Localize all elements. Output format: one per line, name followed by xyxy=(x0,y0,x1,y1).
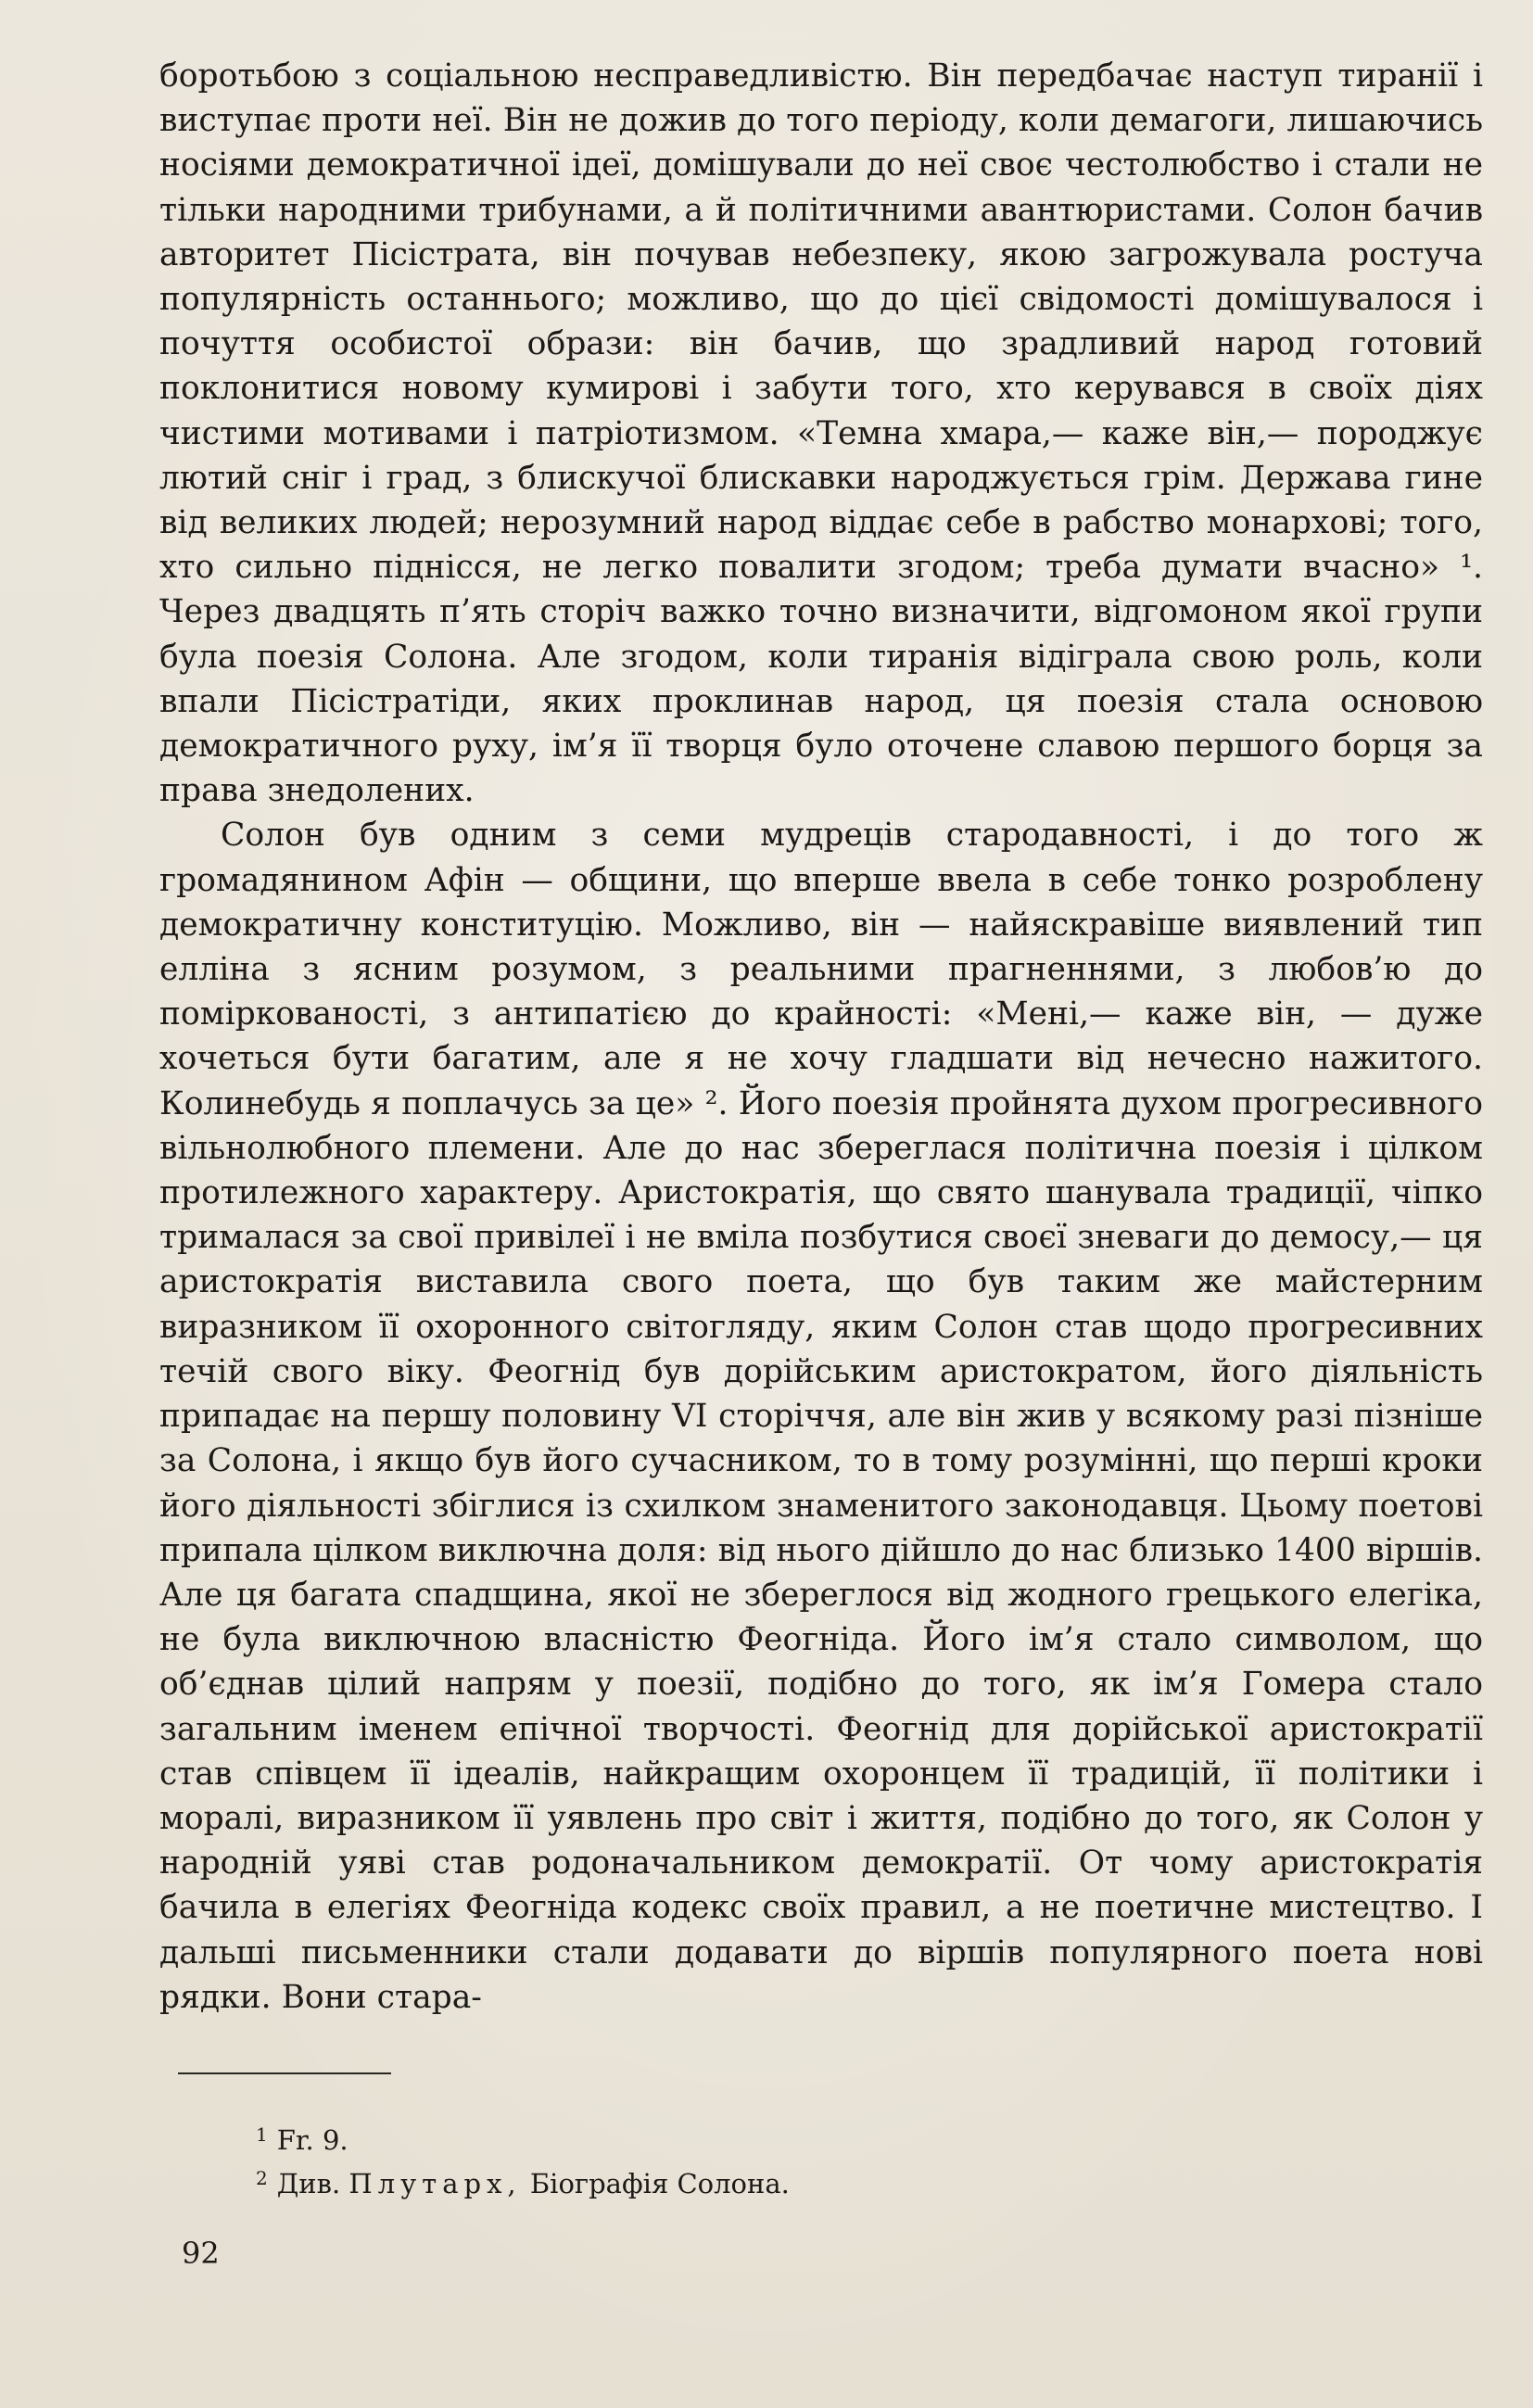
footnote-2-author: Плутарх, xyxy=(348,2168,522,2199)
footnote-2 xyxy=(256,2163,1368,2207)
footnote-2-text: Біографія Солона. xyxy=(529,2168,790,2199)
footnote-1 xyxy=(256,2120,1368,2163)
footnote-1-text: Fr. 9. xyxy=(276,2124,348,2156)
footnote-2-prefix: Див. xyxy=(276,2168,341,2199)
footnote-separator xyxy=(178,2072,391,2074)
main-text-column xyxy=(159,54,1483,2020)
footnote-1-mark: 1 xyxy=(256,2123,268,2146)
footnote-2-mark: 2 xyxy=(256,2167,268,2189)
footnotes xyxy=(256,2120,1368,2207)
paragraph-2: Солон був одним з семи мудреців стародавності, і до того ж громадянином Афін — общини, що вперше ввела в себе тонко розроблену демократичну конституцію. Можливо, він — найяскравіше виявлений тип елліна з ясним розумом, з реальними прагненнями, з любов’ю до поміркованості, з антипатією до крайності: «Мені,— каже він, — дуже хочеться бути багатим, але я не хочу гладшати від нечесно нажитого. Колинебудь я поплачусь за це» ². Його поезія пройнята духом прогресивного вільнолюбного племени. Але до нас збереглася політична поезія і цілком протилежного характеру. Аристократія, що свято шанувала традиції, чіпко трималася за свої привілеї і не вміла позбутися своєї зневаги до демосу,— ця аристократія виставила свого поета, що був таким же майстерним виразником її охоронного світогляду, яким Солон став щодо прогресивних течій свого віку. Феогнід був дорійським аристократом, його діяльність припадає на першу половину VI сторіччя, але він жив у всякому разі пізніше за Солона, і якщо був його сучасником, то в тому розумінні, що перші кроки його діяльності збіглися із схилком знаменитого законодавця. Цьому поетові припала цілком виключна доля: від нього дійшло до нас близько 1400 віршів. Але ця багата спадщина, якої не збереглося від жодного грецького елегіка, не була виключною власністю Феогніда. Його ім’я стало символом, що об’єднав цілий напрям у поезії, подібно до того, як ім’я Гомера стало загальним іменем епічної творчості. Феогнід для дорійської аристократії став співцем її ідеалів, найкращим охоронцем її традицій, її політики і моралі, виразником її уявлень про світ і життя, подібно до того, як Солон у народній уяві став родоначальником демократії. От чому аристократія бачила в елегіях Феогніда кодекс своїх правил, а не поетичне мистецтво. І дальші письменники стали додавати до віршів популярного поета нові рядки. Вони стара- xyxy=(159,817,1483,2016)
page-number: 92 xyxy=(182,2236,220,2271)
paragraph-1: боротьбою з соціальною несправедливістю. Він передбачає наступ тиранії і виступає проти неї. Він не дожив до того періоду, коли демагоги, лишаючись носіями демократичної ідеї, домішували до неї своє честолюбство і стали не тільки народними трибунами, а й політичними авантюристами. Солон бачив авторитет Пісістрата, він почував небезпеку, якою загрожувала ростуча популярність останнього; можливо, що до цієї свідомості домішувалося і почуття особистої образи: він бачив, що зрадливий народ готовий поклонитися новому кумирові і забути того, хто керувався в своїх діях чистими мотивами і патріотизмом. «Темна хмара,— каже він,— породжує лютий сніг і град, з блискучої блискавки народжується грім. Держава гине від великих людей; нерозумний народ віддає себе в рабство монархові; того, хто сильно піднісся, не легко повалити згодом; треба думати вчасно» ¹. Через двадцять п’ять сторіч важко точно визначити, відгомоном якої групи була поезія Солона. Але згодом, коли тиранія відіграла свою роль, коли впали Пісістратіди, яких проклинав народ, ця поезія стала основою демократичного руху, ім’я її творця було оточене славою першого борця за права знедолених. xyxy=(159,57,1483,810)
